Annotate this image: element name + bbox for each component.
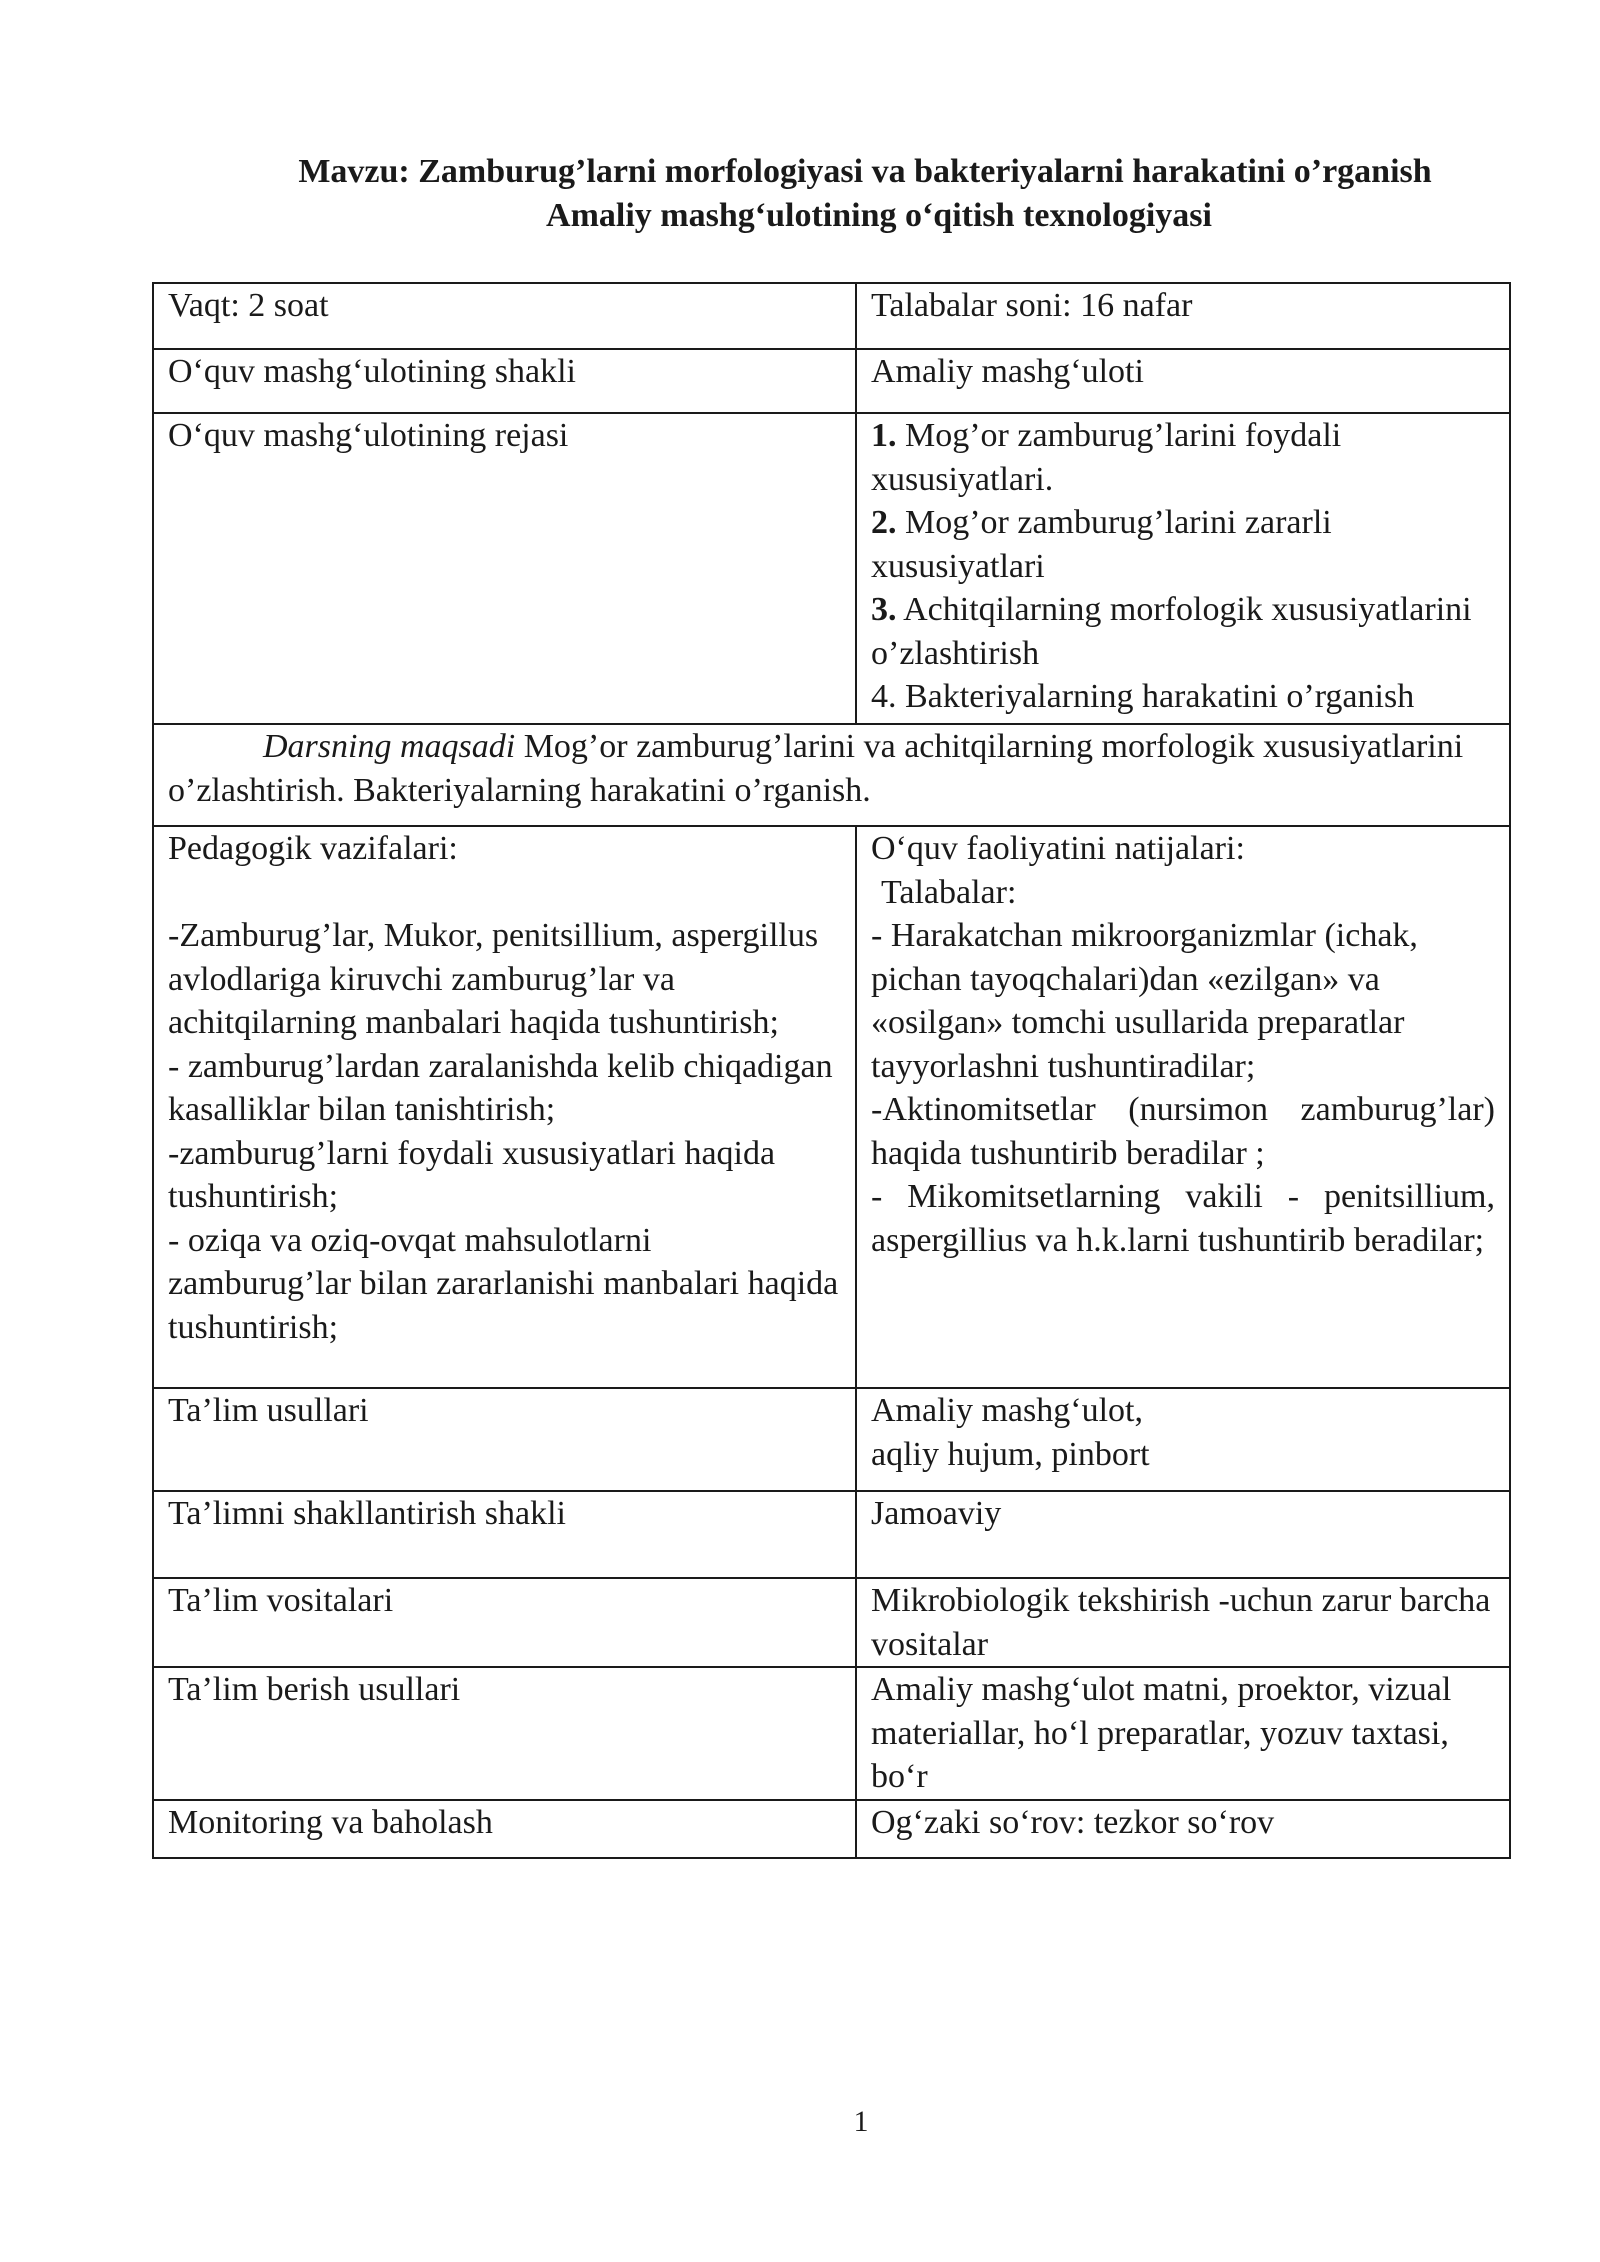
goal-text: Mog’or zamburug’larini va achitqilarning morfologik xususiyatlarini o’zlashtirish. Bakteriyalarning harakatini o’rganish. [168, 728, 1464, 809]
table-row-tools [153, 1578, 1510, 1667]
spacer [168, 871, 841, 915]
pedagogical-tasks-cell [153, 826, 856, 1388]
goal-cell [153, 724, 1510, 826]
time-cell: Vaqt: 2 soat [153, 283, 856, 349]
page-number: 1 [853, 2105, 869, 2138]
table-row-tasks [153, 826, 1510, 1388]
plan-item-number: 3. [871, 591, 897, 628]
table-row-monitoring [153, 1800, 1510, 1858]
table-row-plan [153, 413, 1510, 724]
tools-value: Mikrobiologik tekshirish -uchun zarur barcha vositalar [856, 1578, 1510, 1667]
table-row-shaping [153, 1491, 1510, 1578]
tools-label: Ta’lim vositalari [153, 1578, 856, 1667]
results-item: - Harakatchan mikroorganizmlar (ichak, pichan tayoqchalari)dan «ezilgan» va «osilgan» tomchi usullarida preparatlar tayyorlashni tushuntiradilar; [871, 917, 1418, 1085]
plan-item [871, 675, 1495, 719]
form-label: O‘quv mashg‘ulotining shakli [153, 349, 856, 413]
plan-item-number: 4. [871, 678, 897, 715]
monitoring-label: Monitoring va baholash [153, 1800, 856, 1858]
shaping-label: Ta’limni shakllantirish shakli [153, 1491, 856, 1578]
delivery-label: Ta’lim berish usullari [153, 1667, 856, 1800]
table-row-delivery [153, 1667, 1510, 1800]
goal-label: Darsning maqsadi [263, 728, 516, 765]
plan-item-text: Mog’or zamburug’larini zararli xususiyatlari [871, 504, 1332, 585]
results-item: -Aktinomitsetlar (nursimon zamburug’lar) haqida tushuntirib beradilar ; [871, 1091, 1495, 1172]
learning-results-cell [856, 826, 1510, 1388]
plan-label: O‘quv mashg‘ulotining rejasi [153, 413, 856, 724]
document-title [150, 150, 1510, 238]
plan-item [871, 588, 1495, 675]
students-cell: Talabalar soni: 16 nafar [856, 283, 1510, 349]
table-row-goal [153, 724, 1510, 826]
lesson-plan-table [152, 282, 1511, 1859]
methods-label: Ta’lim usullari [153, 1388, 856, 1491]
methods-value-line: Amaliy mashg‘ulot, [871, 1392, 1143, 1429]
table-row-time [153, 283, 1510, 349]
pedagogical-item: -Zamburug’lar, Mukor, penitsillium, aspergillus avlodlariga kiruvchi zamburug’lar va achitqilarning manbalari haqida tushuntirish; [168, 917, 819, 1041]
table-row-methods [153, 1388, 1510, 1491]
form-value: Amaliy mashg‘uloti [856, 349, 1510, 413]
title-line-topic: Mavzu: Zamburug’larni morfologiyasi va bakteriyalarni harakatini o’rganish [298, 153, 1432, 190]
plan-item-number: 2. [871, 504, 897, 541]
methods-value-line: aqliy hujum, pinbort [871, 1435, 1150, 1473]
results-item: - Mikomitsetlarning vakili - penitsillium, aspergillius va h.k.larni tushuntirib beradilar; [871, 1178, 1495, 1259]
table-row-form [153, 349, 1510, 413]
plan-item [871, 501, 1495, 588]
plan-item-text: Achitqilarning morfologik xususiyatlarini o’zlashtirish [871, 591, 1472, 672]
plan-list [856, 413, 1510, 724]
results-sub: Talabalar: [881, 873, 1017, 911]
delivery-value: Amaliy mashg‘ulot matni, proektor, vizual materiallar, ho‘l preparatlar, yozuv taxtasi, bo‘r [856, 1667, 1510, 1800]
shaping-value: Jamoaviy [856, 1491, 1510, 1578]
pedagogical-item: - zamburug’lardan zaralanishda kelib chiqadigan kasalliklar bilan tanishtirish; [168, 1047, 833, 1128]
results-label: O‘quv faoliyatini natijalari: [871, 830, 1245, 867]
plan-item [871, 414, 1495, 501]
monitoring-value: Og‘zaki so‘rov: tezkor so‘rov [856, 1800, 1510, 1858]
methods-value [856, 1388, 1510, 1491]
plan-item-text: Mog’or zamburug’larini foydali xususiyatlari. [871, 417, 1342, 498]
title-line-subtitle: Amaliy mashg‘ulotining o‘qitish texnologiyasi [546, 197, 1212, 234]
pedagogical-label: Pedagogik vazifalari: [168, 830, 458, 867]
pedagogical-item: -zamburug’larni foydali xususiyatlari haqida tushuntirish; [168, 1134, 776, 1215]
plan-item-text: Bakteriyalarning harakatini o’rganish [905, 678, 1415, 715]
plan-item-number: 1. [871, 417, 897, 454]
pedagogical-item: - oziqa va oziq-ovqat mahsulotlarni zamburug’lar bilan zararlanishi manbalari haqida tushuntirish; [168, 1221, 839, 1346]
